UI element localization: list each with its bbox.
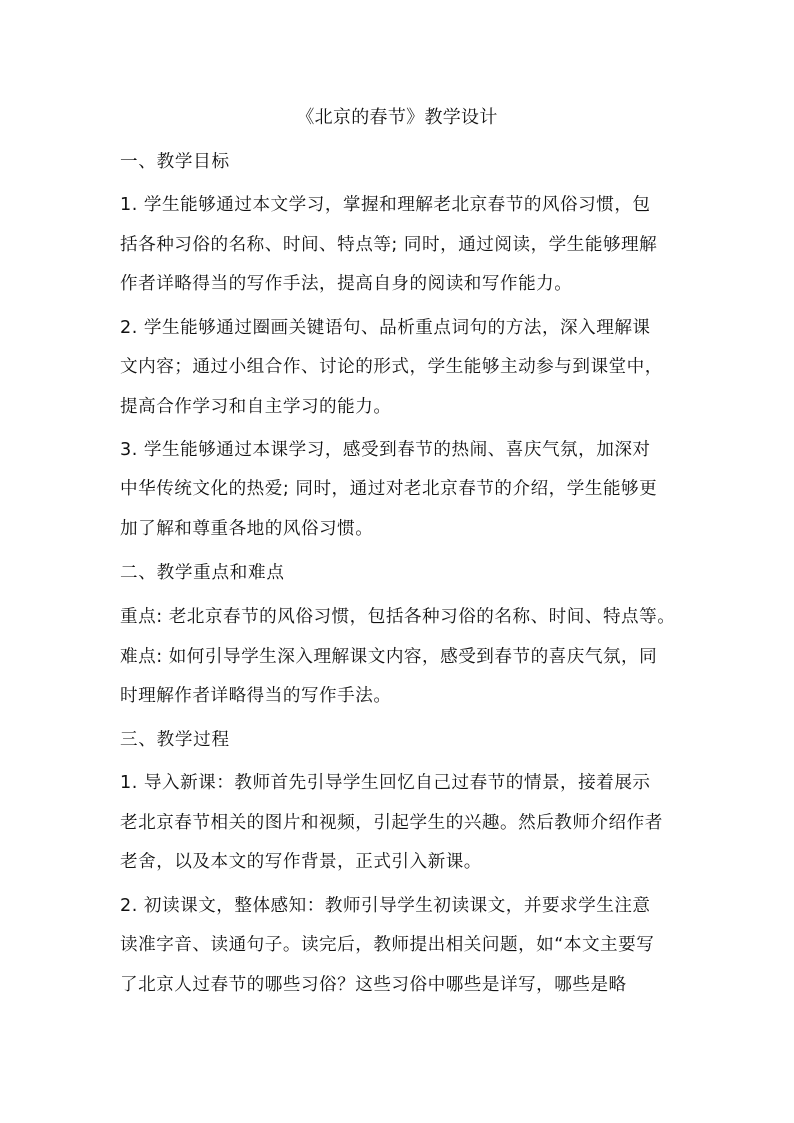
- section-heading-process: 三、教学过程: [120, 730, 230, 750]
- paragraph-line: 1. 导入新课：教师首先引导学生回忆自己过春节的情景，接着展示: [120, 773, 651, 793]
- paragraph-line: 读准字音、读通句子。读完后，教师提出相关问题，如“本文主要写: [120, 935, 655, 955]
- paragraph-line: 难点: 如何引导学生深入理解课文内容，感受到春节的喜庆气氛，同: [120, 647, 658, 667]
- paragraph-line: 2. 学生能够通过圈画关键语句、品析重点词句的方法，深入理解课: [120, 318, 651, 338]
- section-heading-objectives: 一、教学目标: [120, 152, 230, 172]
- paragraph-line: 中华传统文化的热爱; 同时，通过对老北京春节的介绍，学生能够更: [120, 479, 658, 499]
- paragraph-line: 重点: 老北京春节的风俗习惯，包括各种习俗的名称、时间、特点等。: [120, 607, 676, 627]
- paragraph-line: 1. 学生能够通过本文学习，掌握和理解老北京春节的风俗习惯，包: [120, 195, 651, 215]
- section-heading-key-points: 二、教学重点和难点: [120, 563, 285, 583]
- paragraph-line: 3. 学生能够通过本课学习，感受到春节的热闹、喜庆气氛，加深对: [120, 440, 651, 460]
- document-title: 《北京的春节》教学设计: [296, 107, 498, 128]
- paragraph-line: 括各种习俗的名称、时间、特点等; 同时，通过阅读，学生能够理解: [120, 235, 658, 255]
- paragraph-line: 提高合作学习和自主学习的能力。: [120, 397, 392, 417]
- paragraph-line: 作者详略得当的写作手法，提高自身的阅读和写作能力。: [120, 274, 573, 294]
- paragraph-line: 老舍，以及本文的写作背景，正式引入新课。: [120, 852, 482, 872]
- paragraph-line: 时理解作者详略得当的写作手法。: [120, 686, 392, 706]
- paragraph-line: 了北京人过春节的哪些习俗？这些习俗中哪些是详写，哪些是略: [120, 975, 627, 995]
- paragraph-line: 加了解和尊重各地的风俗习惯。: [120, 519, 374, 539]
- paragraph-line: 2. 初读课文，整体感知：教师引导学生初读课文，并要求学生注意: [120, 896, 651, 916]
- paragraph-line: 老北京春节相关的图片和视频，引起学生的兴趣。然后教师介绍作者: [120, 813, 663, 833]
- paragraph-line: 文内容；通过小组合作、讨论的形式，学生能够主动参与到课堂中，: [120, 357, 663, 377]
